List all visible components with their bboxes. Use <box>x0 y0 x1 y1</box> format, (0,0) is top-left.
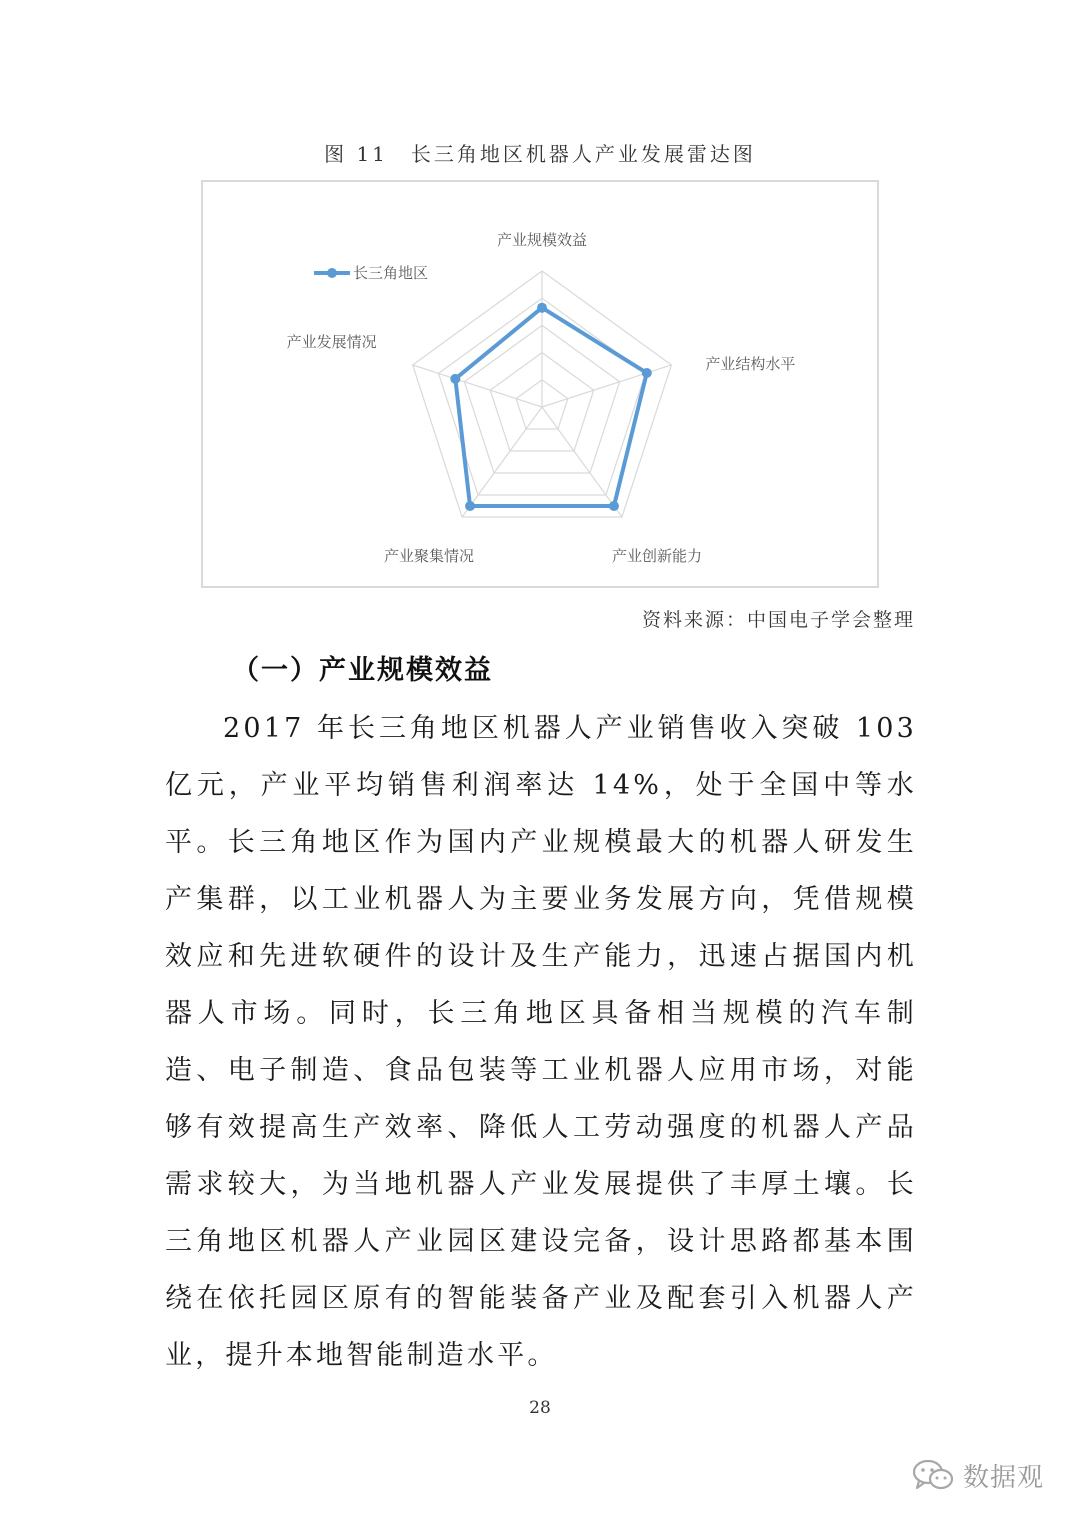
axis-spoke <box>542 365 671 407</box>
data-point <box>609 501 619 511</box>
wechat-icon <box>911 1457 955 1493</box>
figure-title: 图 11 长三角地区机器人产业发展雷达图 <box>324 142 756 166</box>
radar-chart <box>201 180 879 588</box>
page-number: 28 <box>529 1398 551 1418</box>
data-point <box>465 501 475 511</box>
axis-label: 产业规模效益 <box>496 231 588 249</box>
body-paragraph: 2017 年长三角地区机器人产业销售收入突破 103 亿元，产业平均销售利润率达 14%，处于全国中等水平。长三角地区作为国内产业规模最大的机器人研发生产集群，以工业机器人为主要业务发展方向，凭借规模效应和先进软硬件的设计及生产能力，迅速占据国内机器人市场。同时，长三角地区具备相当规模的汽车制造、电子制造、食品包装等工业机器人应用市场，对能够有效提高生产效率、降低人工劳动强度的机器人产品需求较大，为当地机器人产业发展提供了丰厚土壤。长三角地区机器人产业园区建设完备，设计思路都基本围绕在依托园区原有的智能装备产业及配套引入机器人产业，提升本地智能制造水平。 <box>165 713 917 1371</box>
series-line <box>455 308 646 506</box>
data-point <box>537 303 547 313</box>
watermark <box>911 1455 1044 1495</box>
axis-label: 产业聚集情况 <box>384 547 475 566</box>
data-point <box>450 374 460 384</box>
axis-spoke <box>462 407 542 517</box>
section-heading: （一）产业规模效益 <box>232 655 493 686</box>
watermark-text: 数据观 <box>962 1462 1044 1493</box>
legend-label: 长三角地区 <box>353 264 429 282</box>
data-point <box>642 368 652 378</box>
axis-label: 产业结构水平 <box>705 354 796 373</box>
axis-spoke <box>542 407 622 517</box>
axis-label: 产业发展情况 <box>286 332 377 351</box>
radar-chart-svg <box>203 182 881 590</box>
axis-spoke <box>413 365 542 407</box>
legend-marker <box>327 268 337 278</box>
figure-source: 资料来源：中国电子学会整理 <box>641 609 915 631</box>
axis-label: 产业创新能力 <box>611 547 702 566</box>
